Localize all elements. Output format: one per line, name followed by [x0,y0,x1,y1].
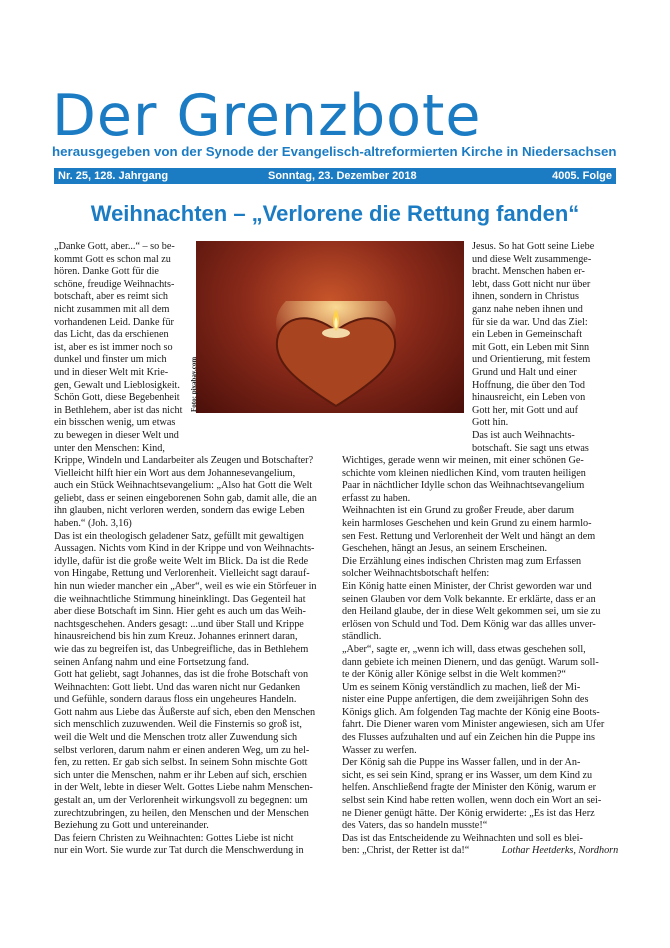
text-line: seinen Glauben vor dem Volk bekannte. Er erklärte, dass er an [342,593,596,605]
text-line: in Bethlehem, aber ist das nicht [54,404,183,416]
text-line: Weihnachten ist ein Grund zu großer Freude, aber darum [342,505,574,517]
text-line: Ein König hatte einen Minister, der Christ geworden war und [342,580,592,592]
left-main-column [54,455,317,858]
text-line: Hoffnung, die über den Tod [472,379,585,391]
text-line: hinausreichend bis hin zum Kreuz. Johannes erinnert daran, [54,631,298,643]
text-line: Grund und Halt und einer [472,366,577,378]
text-line: Aussagen. Nichts vom Kind in der Krippe und von Weihnachts- [54,543,315,555]
text-line: ein bisschen wenig, um etwas [54,417,176,429]
text-line: ist, aber es ist immer noch so [54,341,173,353]
text-line: sich menschlich zuzuwenden. Weil die Finsternis so groß ist, [54,719,302,731]
left-top-column [54,241,182,455]
text-line: schichte vom kleinen niedlichen Kind, vom trauten heiligen [342,467,586,479]
article-author: Lothar Heetderks, Nordhorn [501,845,619,857]
text-line: ständlich. [342,631,382,643]
text-line: Gott hin. [472,417,509,429]
text-line: nachtsgeschehen. Anders gesagt: ...und über Stall und Krippe [54,618,304,630]
text-line: hören. Danke Gott für die [54,266,159,278]
text-line: Beziehung zu Gott und untereinander. [54,820,209,832]
text-line: Die Erzählung eines indischen Christen mag zum Erfassen [342,555,582,567]
text-line: das Licht, das da erschienen [54,329,169,341]
text-line: dunkel und finster um mich [54,354,167,366]
newspaper-subtitle: herausgegeben von der Synode der Evangelisch-altreformierten Kirche in Niedersachsen [52,144,617,159]
text-line: und diese Welt zusammenge- [472,253,592,265]
text-line: solcher Weihnachtsbotschaft helfen: [342,568,490,580]
text-line: ihn glauben, nicht verloren werden, sondern das ewige Leben [54,505,305,517]
text-line: ne Diener genügt hätte. Der König erwiderte: „Es ist das Herz [342,807,595,819]
text-line: dann gebiete ich meinen Dienern, und das genügt. Warum soll- [342,656,599,668]
text-line: idylle, dafür ist die große weite Welt im Blick. Da ist die Rede [54,555,309,567]
text-line: Um es seinem König verständlich zu machen, ließ der Mi- [342,681,581,693]
text-line: zu bewegen in dieser Welt und [54,429,179,441]
text-line: Das ist das Entscheidende zu Weihnachten und soll es blei- [342,832,583,844]
text-line: hin nun wieder mancher ein „Aber“, weil es wie ein Störfeuer in [54,580,317,592]
text-line: seinen Anfang nahm und eine Fortsetzung fand. [54,656,249,668]
text-line: ihnen, sondern in Christus [472,291,579,303]
text-line: fahrt. Die Diener waren vom Minister angewiesen, sich am Ufer [342,719,605,731]
text-line: und in dieser Welt mit Krie- [54,366,169,378]
text-line: Gott hat geliebt, sagt Johannes, das ist die frohe Botschaft von [54,669,309,681]
heart-candle-icon [266,301,406,411]
text-line: Gott nahm aus Liebe das Äußerste auf sich, eben den Menschen [54,706,316,718]
photo-credit: Foto: pixabay.com [190,356,198,412]
masthead [52,83,622,159]
text-line: Gott her, mit Gott und auf [472,404,578,416]
text-line: Wasser zu werfen. [342,744,417,756]
text-line: te der König aller Könige selbst in die Welt kommen?“ [342,669,566,681]
text-line: nur ein Wort. Sie wurde zur Tat durch die Menschwerdung in [54,845,304,857]
text-line: kommt Gott es schon mal zu [54,253,171,265]
text-line: selbst sein Kind habe retten wollen, wenn doch ein Wort an sei- [342,795,602,807]
text-line: hinausreicht, ein Leben von [472,392,586,404]
right-main-column [342,455,619,858]
text-line: gestalt an, um der Verlorenheit wirkungsvoll zu begegnen: um [54,795,308,807]
text-line: erfasst zu haben. [342,492,411,504]
text-line: „Danke Gott, aber...“ – so be- [54,241,175,252]
candle-heart-photo [196,241,464,413]
issue-info-bar [54,168,616,184]
text-line: Vielleicht hilft hier ein Wort aus dem Johannesevangelium, [54,467,296,479]
text-line: weil die Welt und die Menschen trotz aller Zuwendung sich [54,732,298,744]
text-line: Das ist ein theologisch geladener Satz, gefüllt mit gewaltigen [54,530,304,542]
text-line: sicht, es sei sein Kind, sprang er ins Wasser, um dem Kind zu [342,769,593,781]
text-line: des Flusses aufzuhalten und auf ein Zeichen hin die Puppe ins [342,732,595,744]
text-line: wie das zu begreifen ist, das Unbegreifliche, das in Bethlehem [54,643,309,655]
text-line: nister eine Puppe anfertigen, die dem zweijährigen Sohn des [342,694,589,706]
text-line: helfen. Anschließend fragte der Minister den König, warum er [342,782,597,794]
text-line: vorhandenen Leid. Danke für [54,316,174,328]
text-line: fen, zu retten. Er gab sich selbst. In seinem Sohn mischte Gott [54,757,308,769]
text-line: aber diese Botschaft im Sinn. Hier geht es auch um das Weih- [54,606,306,618]
text-line: mit Gott, ein Leben mit Sinn [472,341,590,353]
text-line: in der Welt, lebte in dieser Welt. Gottes Liebe nahm Menschen- [54,782,313,794]
text-line: nicht zusammen mit all dem [54,303,170,315]
right-top-column [472,241,594,455]
text-line: geliebt, dass er seinen eingeborenen Sohn gab, damit alle, die an [54,492,317,504]
text-line: ganz nahe neben ihnen und [472,303,583,315]
article-headline: Weihnachten – „Verlorene die Rettung fanden“ [90,201,580,226]
text-line: die weihnachtliche Stimmung hineinklingt. Das Gegenteil hat [54,593,306,605]
text-line: Wichtiges, gerade wenn wir meinen, mit einer schönen Ge- [342,455,584,466]
text-line: „Aber“, sagte er, „wenn ich will, dass etwas geschehen soll, [342,643,586,655]
text-line: Der König sah die Puppe ins Wasser fallen, und in der An- [342,757,581,769]
text-line: ben: „Christ, der Retter ist da!“ [342,845,470,857]
text-line: Jesus. So hat Gott seine Liebe [472,241,595,252]
text-line: des Vaters, das so handeln musste!“ [342,820,488,832]
text-line: von Hingabe, Rettung und Verlorenheit. Vielleicht sagt darauf- [54,568,310,580]
issue-date: Sonntag, 23. Dezember 2018 [268,170,417,182]
text-line: auch ein Stück Weihnachtsevangelium: „Also hat Gott die Welt [54,480,313,492]
text-line: erlösen von Schuld und Tod. Dem König war das allles unver- [342,618,596,630]
text-line: botschaft, aber es reimt sich [54,291,169,303]
text-line: selbst verloren, darum nahm er einen anderen Weg, um zu hel- [54,744,310,756]
issue-number: Nr. 25, 128. Jahrgang [58,170,169,182]
text-line: und Orientierung, mit festem [472,354,591,366]
text-line: botschaft. Sie sagt uns etwas [472,442,589,454]
text-line: bracht. Menschen haben er- [472,266,585,278]
text-line: den Heiland glaube, der in diese Welt gekommen sei, um sie zu [342,606,601,618]
text-line: zurechtzubringen, zu heilen, den Menschen und der Menschen [54,807,309,819]
text-line: Das feiern Christen zu Weihnachten: Gottes Liebe ist nicht [54,832,294,844]
text-line: ein Leben in Gemeinschaft [472,329,583,341]
text-line: schöne, freudige Weihnachts- [54,278,175,290]
text-line: Königs glich. Am folgenden Tag machte der König eine Boots- [342,706,600,718]
text-line: Weihnachten: Gott liebt. Und das waren nicht nur Gedanken [54,681,301,693]
text-line: sich unter die Menschen, nahm er ihr Leben auf sich, erschien [54,769,307,781]
issue-sequence: 4005. Folge [552,170,612,182]
text-line: kein harmloses Geschehen und kein Grund zu einem harmlo- [342,517,592,529]
text-line: gen, Gewalt und Lieblosigkeit. [54,379,180,391]
text-line: lebt, dass Gott nicht nur über [472,278,591,290]
text-line: Geschehen, hängt an Jesus, an seinem Erscheinen. [342,543,548,555]
text-line: Paar in nächtlicher Idylle schon das Weihnachtsevangelium [342,480,585,492]
text-line: Krippe, Windeln und Landarbeiter als Zeugen und Botschafter? [54,455,314,466]
text-line: Das ist auch Weihnachts- [472,429,575,441]
newspaper-title: Der Grenzbote [52,83,482,149]
text-line: unter den Menschen: Kind, [54,442,165,454]
text-line: und Gefühle, sondern daraus floss ein ungeheures Handeln. [54,694,297,706]
text-line: Schön Gott, diese Begebenheit [54,392,180,404]
text-line: für sie da war. Und das Ziel: [472,316,588,328]
text-line: sen Fest. Rettung und Verlorenheit der Welt und hängt an dem [342,530,596,542]
text-line: haben.“ (Joh. 3,16) [54,517,132,529]
